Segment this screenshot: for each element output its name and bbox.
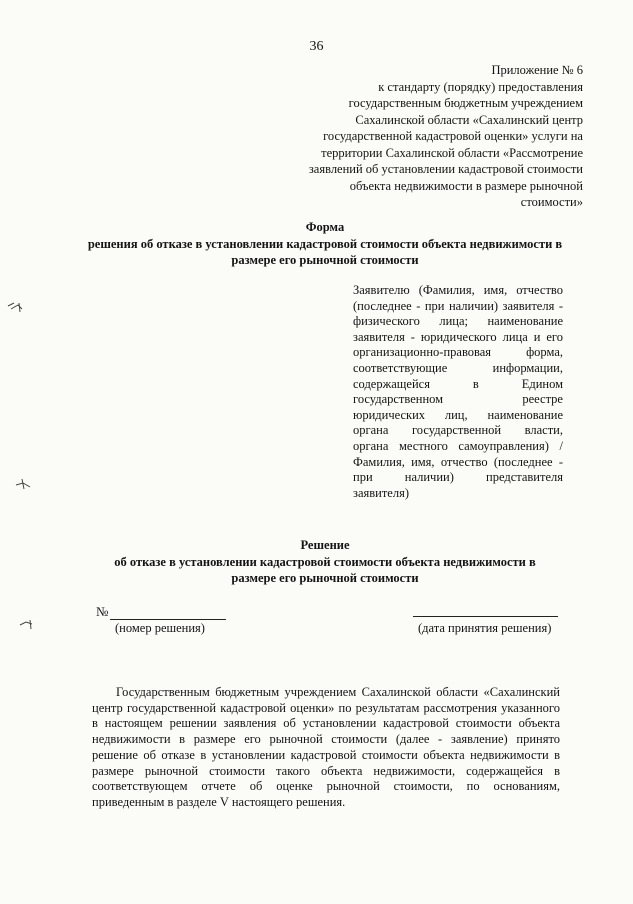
form-title (60, 219, 590, 269)
addressee-line: (последнее - при наличии) заявителя - (353, 298, 563, 313)
decision-title-line: размере его рыночной стоимости (231, 571, 419, 585)
addressee-line: организационно-правовая форма, (353, 345, 563, 360)
addressee-line: Фамилия, имя, отчество (последнее - (353, 454, 563, 469)
appendix-line: территории Сахалинской области «Рассмотрение (321, 145, 583, 160)
date-caption: (дата принятия решения) (418, 621, 552, 635)
scan-mark (14, 477, 34, 491)
number-sign: № (96, 604, 109, 619)
appendix-line: объекта недвижимости в размере рыночной (349, 178, 583, 193)
addressee-line: заявителя - юридического лица и его (353, 329, 563, 344)
number-caption: (номер решения) (115, 621, 205, 635)
body-line: соответствующем отчете об оценке рыночной стоимости, по основаниям, (92, 779, 560, 794)
body-line: приведенным в разделе V настоящего решения. (92, 794, 346, 809)
number-blank-line (110, 607, 226, 620)
body-paragraph (92, 685, 560, 811)
scan-mark (6, 300, 26, 314)
appendix-line: государственной кадастровой оценки» услуги на (323, 129, 583, 143)
date-blank-line (413, 616, 558, 617)
appendix-line: заявлений об установлении кадастровой стоимости (308, 162, 583, 176)
appendix-line: государственным бюджетным учреждением (348, 96, 583, 110)
decision-heading: Решение (300, 538, 350, 552)
decision-title-line: об отказе в установлении кадастровой стоимости объекта недвижимости в (114, 554, 536, 569)
form-title-line: размере его рыночной стоимости (231, 253, 419, 267)
appendix-line: Приложение № 6 (491, 63, 583, 77)
page-number: 36 (309, 39, 324, 54)
body-line: Государственным бюджетным учреждением Сахалинской области «Сахалинский (116, 685, 560, 699)
decision-title (60, 537, 590, 587)
addressee-line: государственном реестре (353, 392, 563, 407)
appendix-line: к стандарту (порядку) предоставления (378, 79, 583, 94)
addressee-line: юридических лиц, наименование (353, 407, 563, 422)
addressee-line: содержащейся в Едином (353, 376, 563, 391)
form-title-line: решения об отказе в установлении кадастровой стоимости объекта недвижимости в (87, 236, 563, 251)
body-line: недвижимости в размере его рыночной стоимости (далее - заявление) принято (92, 732, 560, 747)
addressee-line: органа местного самоуправления) / (353, 438, 563, 453)
addressee-line: соответствующие информации, (353, 360, 563, 375)
addressee-line: физического лица; наименование (353, 314, 563, 329)
form-heading: Форма (305, 220, 345, 234)
decision-number-field (96, 604, 226, 620)
body-line: центр государственной кадастровой оценки» по результатам рассмотрения указанного (92, 700, 560, 715)
addressee-line: при наличии) представителя (353, 470, 563, 485)
addressee-block (353, 283, 563, 501)
addressee-line: органа государственной власти, (353, 423, 563, 438)
addressee-line: заявителя) (353, 485, 409, 500)
appendix-line: Сахалинской области «Сахалинский центр (355, 112, 583, 127)
appendix-line: стоимости» (520, 195, 583, 209)
addressee-line: Заявителю (Фамилия, имя, отчество (353, 283, 563, 297)
scan-mark (18, 617, 38, 631)
body-line: решение об отказе в установлении кадастровой стоимости объекта недвижимости в (92, 747, 560, 762)
body-line: в настоящем решении заявления об установлении кадастровой стоимости объекта (92, 716, 560, 731)
body-line: размере рыночной стоимости такого объекта недвижимости, содержащейся в (92, 763, 560, 778)
appendix-header (283, 62, 583, 211)
